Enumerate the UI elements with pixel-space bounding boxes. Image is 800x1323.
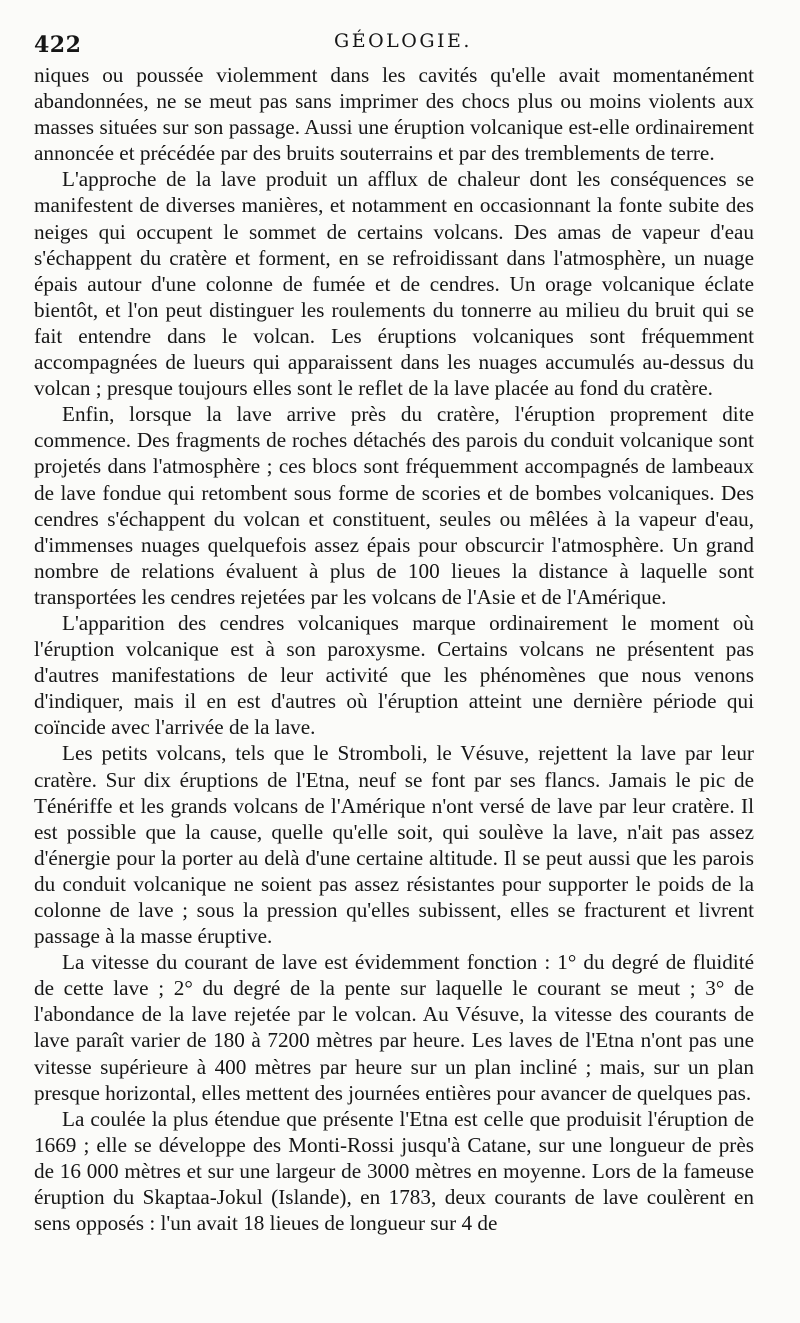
- paragraph: La vitesse du courant de lave est évidemment fonction : 1° du degré de fluidité de cette lave ; 2° du degré de la pente sur laquelle le courant se meut ; 3° de l'abondance de la lave rejetée par le volcan. Au Vésuve, la vitesse des courants de lave paraît varier de 180 à 7200 mètres par heure. Les laves de l'Etna n'ont pas une vitesse supérieure à 400 mètres par heure sur un plan incliné ; mais, sur un plan presque horizontal, elles mettent des journées entières pour avancer de quelques pas.: [34, 950, 754, 1105]
- body-text: [34, 62, 754, 1236]
- paragraph: Enfin, lorsque la lave arrive près du cratère, l'éruption proprement dite commence. Des fragments de roches détachés des parois du conduit volcanique sont projetés dans l'atmosphère ; ces blocs sont fréquemment accompagnés de lambeaux de lave fondue qui retombent sous forme de scories et de bombes volcaniques. Des cendres s'échappent du volcan et constituent, seules ou mêlées à la vapeur d'eau, d'immenses nuages quelquefois assez épais pour obscurcir l'atmosphère. Un grand nombre de relations évaluent à plus de 100 lieues la distance à laquelle sont transportées les cendres rejetées par les volcans de l'Asie et de l'Amérique.: [34, 402, 754, 609]
- running-head: GÉOLOGIE.: [334, 30, 472, 52]
- paragraph: L'approche de la lave produit un afflux de chaleur dont les conséquences se manifestent de diverses manières, et notamment en occasionnant la fonte subite des neiges qui occupent le sommet de certains volcans. Des amas de vapeur d'eau s'échappent du cratère et forment, en se refroidissant dans l'atmosphère, un nuage épais autour d'une colonne de fumée et de cendres. Un orage volcanique éclate bientôt, et l'on peut distinguer les roulements du tonnerre au milieu du bruit qui se fait entendre dans le volcan. Les éruptions volcaniques sont fréquemment accompagnées de lueurs qui apparaissent dans les nuages accumulés au-dessus du volcan ; presque toujours elles sont le reflet de la lave placée au fond du cratère.: [34, 167, 754, 401]
- paragraph: L'apparition des cendres volcaniques marque ordinairement le moment où l'éruption volcanique est à son paroxysme. Certains volcans ne présentent pas d'autres manifestations de leur activité que les phénomènes que nous venons d'indiquer, mais il en est d'autres où l'éruption atteint une dernière période qui coïncide avec l'arrivée de la lave.: [34, 610, 754, 740]
- page-header: [34, 26, 772, 56]
- page-number: 422: [34, 32, 82, 58]
- paragraph: Les petits volcans, tels que le Stromboli, le Vésuve, rejettent la lave par leur cratère. Sur dix éruptions de l'Etna, neuf se font par ses flancs. Jamais le pic de Ténériffe et les grands volcans de l'Amérique n'ont versé de lave par leur cratère. Il est possible que la cause, quelle qu'elle soit, qui soulève la lave, n'ait pas assez d'énergie pour la porter au delà d'une certaine altitude. Il se peut aussi que les parois du conduit volcanique ne soient pas assez résistantes pour supporter le poids de la colonne de lave ; sous la pression qu'elles subissent, elles se fracturent et livrent passage à la masse éruptive.: [34, 741, 754, 949]
- paragraph: La coulée la plus étendue que présente l'Etna est celle que produisit l'éruption de 1669 ; elle se développe des Monti-Rossi jusqu'à Catane, sur une longueur de près de 16 000 mètres et sur une largeur de 3000 mètres en moyenne. Lors de la fameuse éruption du Skaptaa-Jokul (Islande), en 1783, deux courants de lave coulèrent en sens opposés : l'un avait 18 lieues de longueur sur 4 de: [34, 1106, 754, 1236]
- paragraph-continuation: niques ou poussée violemment dans les cavités qu'elle avait momentanément abandonnées, ne se meut pas sans imprimer des chocs plus ou moins violents aux masses situées sur son passage. Aussi une éruption volcanique est-elle ordinairement annoncée et précédée par des bruits souterrains et par des tremblements de terre.: [34, 63, 754, 166]
